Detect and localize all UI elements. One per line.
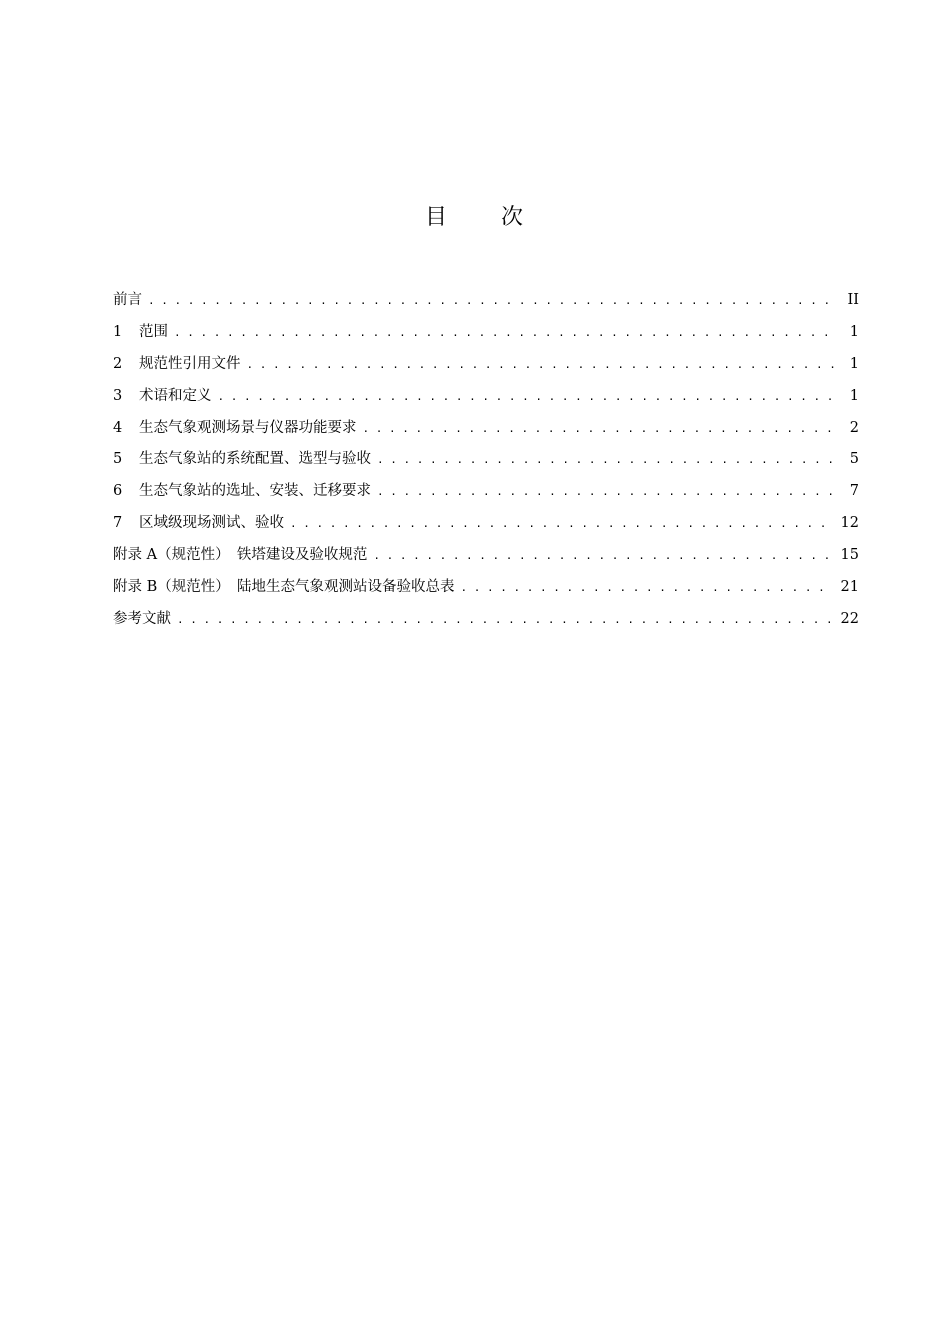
toc-entry-references[interactable]: [113, 607, 859, 639]
toc-entry-5[interactable]: [113, 447, 859, 479]
toc-entry-label: 附录 B（规范性） 陆地生态气象观测站设备验收总表: [113, 579, 455, 596]
toc-entry-page: 15: [840, 547, 859, 564]
toc-entry-page: 1: [849, 387, 859, 404]
toc-leader-dots: [174, 327, 837, 338]
toc-entry-label: 规范性引用文件: [139, 355, 241, 372]
toc-entry-appendix-b[interactable]: [113, 575, 859, 607]
toc-entry-4[interactable]: [113, 416, 859, 448]
toc-entry-3[interactable]: [113, 384, 859, 416]
toc-entry-number: 5: [113, 451, 123, 468]
toc-entry-page: 5: [849, 451, 859, 468]
toc-entry-1[interactable]: [113, 320, 859, 352]
toc-entry-page: 7: [849, 483, 859, 500]
toc-entry-7[interactable]: [113, 511, 859, 543]
toc-leader-dots: [363, 423, 838, 434]
toc-leader-dots: [290, 518, 833, 529]
toc-leader-dots: [461, 582, 833, 593]
toc-entry-label: 区域级现场测试、验收: [139, 515, 284, 532]
toc-title-right: 次: [501, 205, 526, 230]
toc-title: [0, 200, 950, 231]
toc-leader-dots: [373, 550, 832, 561]
toc-leader-dots: [148, 295, 837, 306]
toc-leader-dots: [377, 454, 837, 465]
toc-entry-number: 2: [113, 355, 123, 372]
toc-entry-label: 生态气象站的选址、安装、迁移要求: [139, 483, 371, 500]
toc-entry-page: 1: [849, 323, 859, 340]
toc-entry-2[interactable]: [113, 352, 859, 384]
toc-entry-preface[interactable]: [113, 288, 859, 320]
toc-entry-number: 4: [113, 419, 123, 436]
toc-entry-page: 12: [840, 515, 859, 532]
toc-leader-dots: [177, 614, 833, 625]
toc-entry-label: 生态气象观测场景与仪器功能要求: [139, 419, 357, 436]
toc-list: [113, 288, 859, 639]
toc-entry-page: 22: [840, 610, 859, 627]
toc-title-left: 目: [424, 205, 449, 230]
toc-entry-label: 术语和定义: [139, 387, 212, 404]
toc-entry-page: 2: [849, 419, 859, 436]
toc-leader-dots: [218, 391, 838, 402]
toc-entry-number: 1: [113, 323, 123, 340]
toc-entry-page: 1: [849, 355, 859, 372]
toc-entry-appendix-a[interactable]: [113, 543, 859, 575]
toc-entry-number: 6: [113, 483, 123, 500]
toc-entry-label: 生态气象站的系统配置、选型与验收: [139, 451, 371, 468]
toc-leader-dots: [247, 359, 838, 370]
toc-leader-dots: [377, 486, 837, 497]
toc-entry-page: 21: [840, 579, 859, 596]
toc-entry-label: 范围: [139, 323, 168, 340]
toc-entry-page: II: [847, 292, 859, 308]
toc-entry-number: 3: [113, 387, 123, 404]
toc-entry-label: 附录 A（规范性） 铁塔建设及验收规范: [113, 547, 368, 564]
toc-entry-label: 前言: [113, 292, 142, 308]
toc-entry-6[interactable]: [113, 479, 859, 511]
toc-entry-label: 参考文献: [113, 610, 171, 627]
toc-entry-number: 7: [113, 515, 123, 532]
